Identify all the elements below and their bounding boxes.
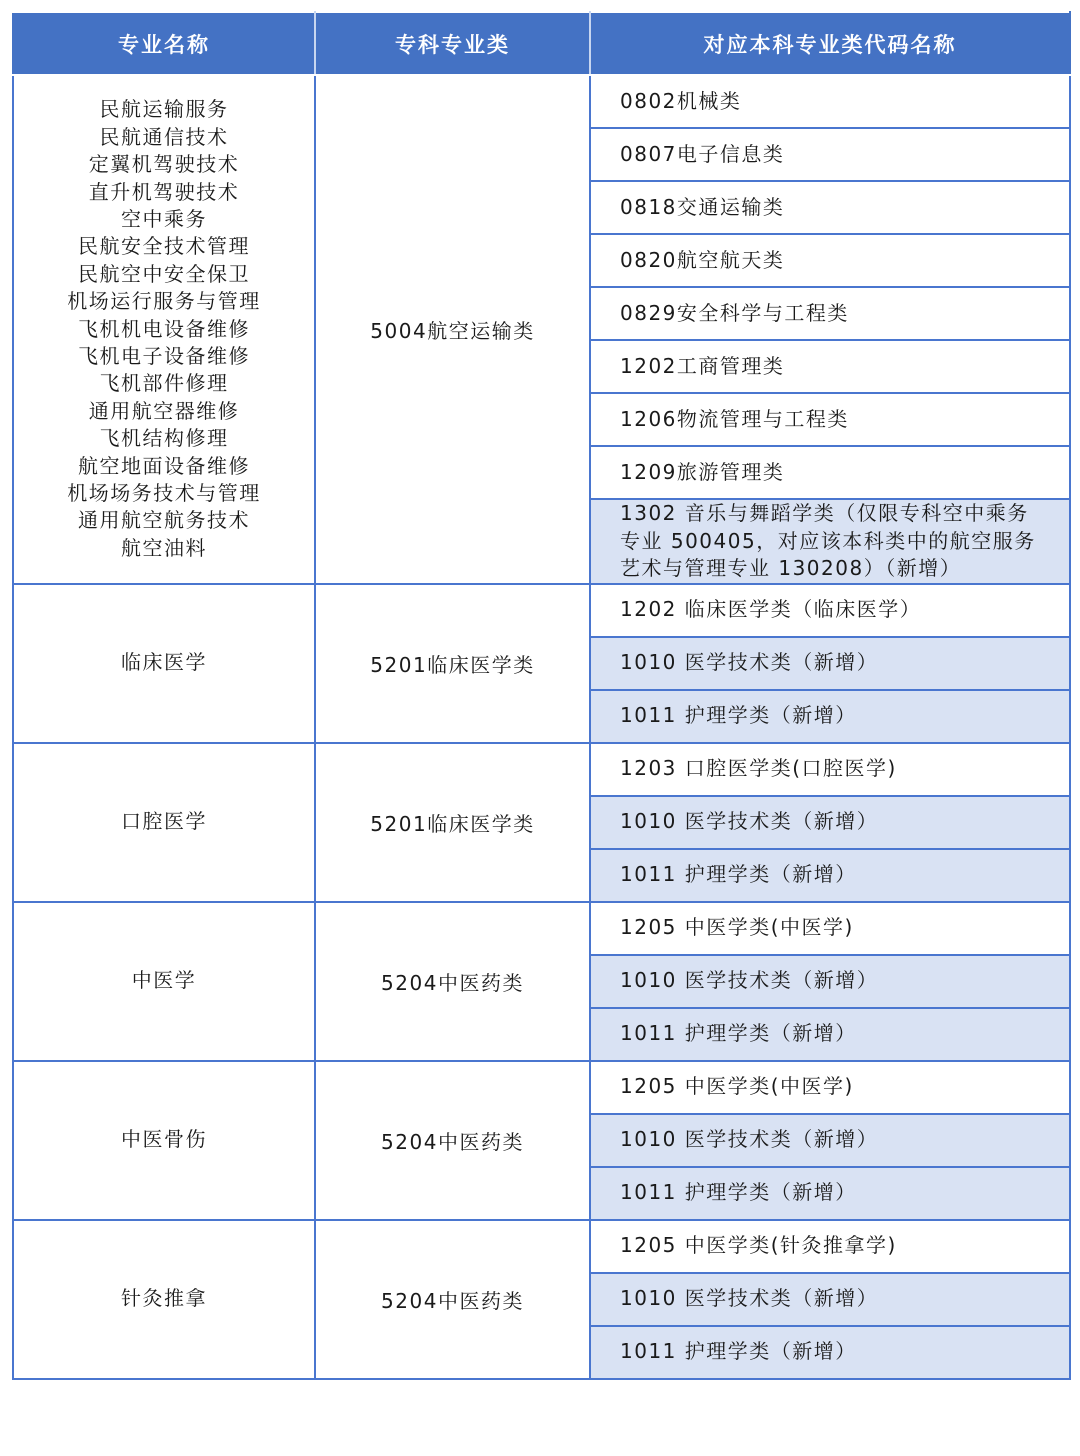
undergrad-category-cell: 0818交通运输类 xyxy=(590,181,1070,234)
table-row xyxy=(13,1220,1070,1273)
table-body xyxy=(13,75,1070,1379)
undergrad-category-cell: 1202工商管理类 xyxy=(590,340,1070,393)
table-row xyxy=(13,584,1070,637)
undergrad-category-cell: 1302 音乐与舞蹈学类（仅限专科空中乘务专业 500405，对应该本科类中的航空服务艺术与管理专业 130208）（新增） xyxy=(590,499,1070,584)
major-name: 航空油料 xyxy=(121,535,207,560)
junior-category-cell: 5204中医药类 xyxy=(315,1061,590,1220)
major-name: 通用航空器维修 xyxy=(88,398,240,423)
major-name: 机场场务技术与管理 xyxy=(67,480,261,505)
undergrad-category-cell: 1010 医学技术类（新增） xyxy=(590,955,1070,1008)
undergrad-category-cell: 1010 医学技术类（新增） xyxy=(590,1273,1070,1326)
undergrad-category-cell: 1010 医学技术类（新增） xyxy=(590,796,1070,849)
major-name: 飞机结构修理 xyxy=(99,426,229,451)
major-name: 针灸推拿 xyxy=(121,1286,207,1311)
junior-category-cell: 5204中医药类 xyxy=(315,902,590,1061)
major-name: 定翼机驾驶技术 xyxy=(88,152,240,177)
undergrad-category-cell: 0807电子信息类 xyxy=(590,128,1070,181)
major-name: 飞机部件修理 xyxy=(99,371,229,396)
undergrad-category-cell: 0802机械类 xyxy=(590,75,1070,128)
undergrad-category-cell: 1010 医学技术类（新增） xyxy=(590,637,1070,690)
major-name: 直升机驾驶技术 xyxy=(88,179,240,204)
major-names-cell xyxy=(13,902,315,1061)
major-names-cell xyxy=(13,1061,315,1220)
undergrad-category-cell: 0820航空航天类 xyxy=(590,234,1070,287)
header-undergrad-category: 对应本科专业类代码名称 xyxy=(590,12,1070,75)
undergrad-category-cell: 0829安全科学与工程类 xyxy=(590,287,1070,340)
major-name: 中医骨伤 xyxy=(121,1127,207,1152)
undergrad-category-cell: 1206物流管理与工程类 xyxy=(590,393,1070,446)
junior-category-cell: 5201临床医学类 xyxy=(315,743,590,902)
major-names-cell xyxy=(13,743,315,902)
major-name: 民航空中安全保卫 xyxy=(78,261,250,286)
major-name: 中医学 xyxy=(131,968,197,993)
major-name: 口腔医学 xyxy=(121,809,207,834)
undergrad-category-cell: 1209旅游管理类 xyxy=(590,446,1070,499)
major-name: 航空地面设备维修 xyxy=(78,453,250,478)
table-row xyxy=(13,902,1070,955)
junior-category-cell: 5004航空运输类 xyxy=(315,75,590,584)
undergrad-category-cell: 1011 护理学类（新增） xyxy=(590,1008,1070,1061)
major-name: 通用航空航务技术 xyxy=(78,508,250,533)
major-names-cell xyxy=(13,584,315,743)
undergrad-category-cell: 1202 临床医学类（临床医学） xyxy=(590,584,1070,637)
header-junior-category: 专科专业类 xyxy=(315,12,590,75)
major-name: 空中乘务 xyxy=(121,206,207,231)
table-row xyxy=(13,743,1070,796)
major-name: 飞机机电设备维修 xyxy=(78,316,250,341)
undergrad-category-cell: 1203 口腔医学类(口腔医学) xyxy=(590,743,1070,796)
undergrad-category-cell: 1205 中医学类(中医学) xyxy=(590,902,1070,955)
undergrad-category-cell: 1205 中医学类(中医学) xyxy=(590,1061,1070,1114)
undergrad-category-cell: 1011 护理学类（新增） xyxy=(590,690,1070,743)
undergrad-category-cell: 1011 护理学类（新增） xyxy=(590,1167,1070,1220)
major-name: 民航安全技术管理 xyxy=(78,234,250,259)
major-name: 民航运输服务 xyxy=(99,97,229,122)
major-name: 机场运行服务与管理 xyxy=(67,289,261,314)
major-names-cell xyxy=(13,1220,315,1379)
major-mapping-table-container xyxy=(12,11,1069,1380)
junior-category-cell: 5201临床医学类 xyxy=(315,584,590,743)
major-name: 飞机电子设备维修 xyxy=(78,343,250,368)
major-name: 临床医学 xyxy=(121,650,207,675)
table-row xyxy=(13,1061,1070,1114)
junior-category-cell: 5204中医药类 xyxy=(315,1220,590,1379)
table-row xyxy=(13,75,1070,128)
undergrad-category-cell: 1205 中医学类(针灸推拿学) xyxy=(590,1220,1070,1273)
undergrad-category-cell: 1011 护理学类（新增） xyxy=(590,849,1070,902)
major-names-cell xyxy=(13,75,315,584)
undergrad-category-cell: 1010 医学技术类（新增） xyxy=(590,1114,1070,1167)
header-row xyxy=(13,12,1070,75)
major-name: 民航通信技术 xyxy=(99,124,229,149)
undergrad-category-cell: 1011 护理学类（新增） xyxy=(590,1326,1070,1379)
header-major-name: 专业名称 xyxy=(13,12,315,75)
major-mapping-table xyxy=(12,11,1071,1380)
